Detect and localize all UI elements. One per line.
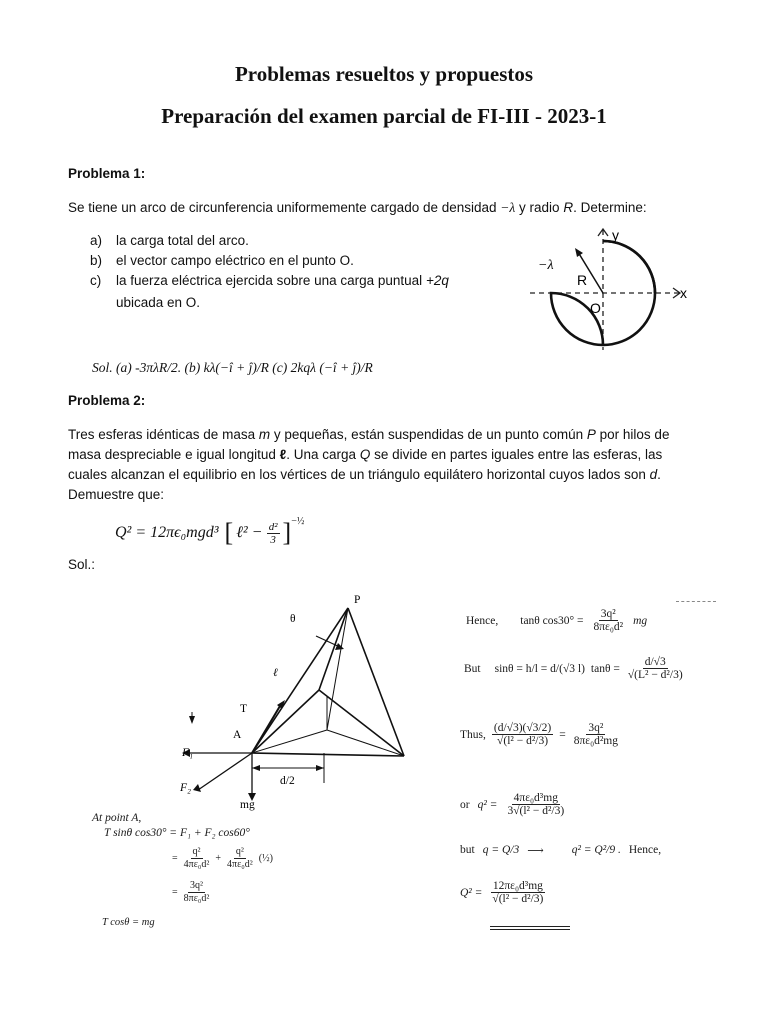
- list-item: a) la carga total del arco.: [90, 233, 249, 248]
- half-d-label: d/2: [280, 775, 295, 787]
- mg-label: mg: [240, 799, 255, 811]
- page-title: Problemas resueltos y propuestos: [234, 62, 534, 86]
- string-to-A: [252, 608, 348, 753]
- lambda-label: −λ: [538, 258, 554, 273]
- list-item: b) el vector campo eléctrico en el punto O.: [90, 253, 354, 268]
- f1-label: F₁: [182, 747, 194, 759]
- at-point-text: At point A,: [92, 812, 142, 824]
- equation-row: T sinθ cos30° = F₁ + F₂ cos60°: [104, 827, 250, 839]
- radius-symbol: R: [563, 200, 574, 215]
- y-label: y: [612, 227, 619, 243]
- point-P-label: P: [354, 594, 361, 606]
- problem1-statement: Se tiene un arco de circunferencia uniformemente cargado de densidad −λ y radio R. Determine:: [68, 200, 647, 215]
- f2-label: F₂: [180, 782, 192, 794]
- density-symbol: −λ: [500, 200, 516, 215]
- equation-row: But sinθ = h/l = d/(√3 l) tanθ = $\frac{d/√3}{\text{√(L² − d²/3)}}$: [464, 656, 683, 681]
- equation-row: = $\frac{\text{q²}}{\text{4πε₀d²}}$ + $\frac{\text{q²}}{\text{4πε₀d²}}$ (½): [172, 846, 273, 870]
- point-A-label: A: [233, 729, 242, 741]
- equation-row: Thus, $\frac{(d/√3)(√3/2)}{\text{√(l² − d²/3)}}$ = $\frac{\text{3q²}}{\text{8πε₀d²mg}}$: [460, 722, 619, 747]
- theta-label: θ: [290, 613, 296, 625]
- radius-arrow-icon: [575, 248, 583, 257]
- problem1-solution: Sol. (a) -3πλR/2. (b) kλ(−î + ĵ)/R (c) 2kqλ (−î + ĵ)/R: [92, 360, 373, 375]
- problem2-statement: Tres esferas idénticas de masa m y pequeñas, están suspendidas de un punto común P por hilos de masa despreciable e igual longitud ℓ. Una carga Q se divide en partes iguales entre las esferas, las cuales alcanzan el equilibrio en los vértices de un triángulo equilátero horizontal cuyos lados son d. Demuestre que:: [68, 427, 670, 502]
- list-item: c) la fuerza eléctrica ejercida sobre una carga puntual +2q ubicada en O.: [90, 273, 449, 310]
- problem1-heading: Problema 1:: [68, 166, 146, 181]
- problem2-heading: Problema 2:: [68, 393, 146, 408]
- x-label: x: [680, 285, 687, 301]
- arc-figure: [520, 222, 700, 352]
- main-formula: Q² = 12πϵ₀mgd³ [ ℓ² − $\frac{\text{d²}}{3}$ ] −½: [115, 515, 305, 547]
- equation-row: but q = Q/3 ⟶ q² = Q²/9 . Hence,: [460, 844, 662, 857]
- equation-row: or q² = $\frac{\text{4πε₀d³mg}}{\text{3√(l² − d²/3)}}$: [460, 792, 565, 817]
- equation-row: Q² = $\frac{\text{12πε₀d³mg}}{\text{√(l² − d²/3)}}$: [460, 880, 544, 905]
- tension-label: T: [240, 703, 248, 715]
- equation-row: T cosθ = mg: [102, 917, 155, 928]
- ell-label: ℓ: [273, 667, 278, 679]
- page-subtitle: Preparación del examen parcial de FI-III - 2023-1: [161, 104, 607, 128]
- solution-label: Sol.:: [68, 557, 96, 572]
- equation-row: = $\frac{\text{3q²}}{\text{8πε₀d²}}$: [172, 880, 210, 904]
- equation-row: Hence, tanθ cos30° = $\frac{\text{3q²}}{\text{8πε₀d²}}$ mg: [466, 608, 648, 633]
- tetrahedron-figure: [80, 588, 425, 816]
- r-label: R: [577, 272, 588, 288]
- origin-label: O: [590, 300, 601, 316]
